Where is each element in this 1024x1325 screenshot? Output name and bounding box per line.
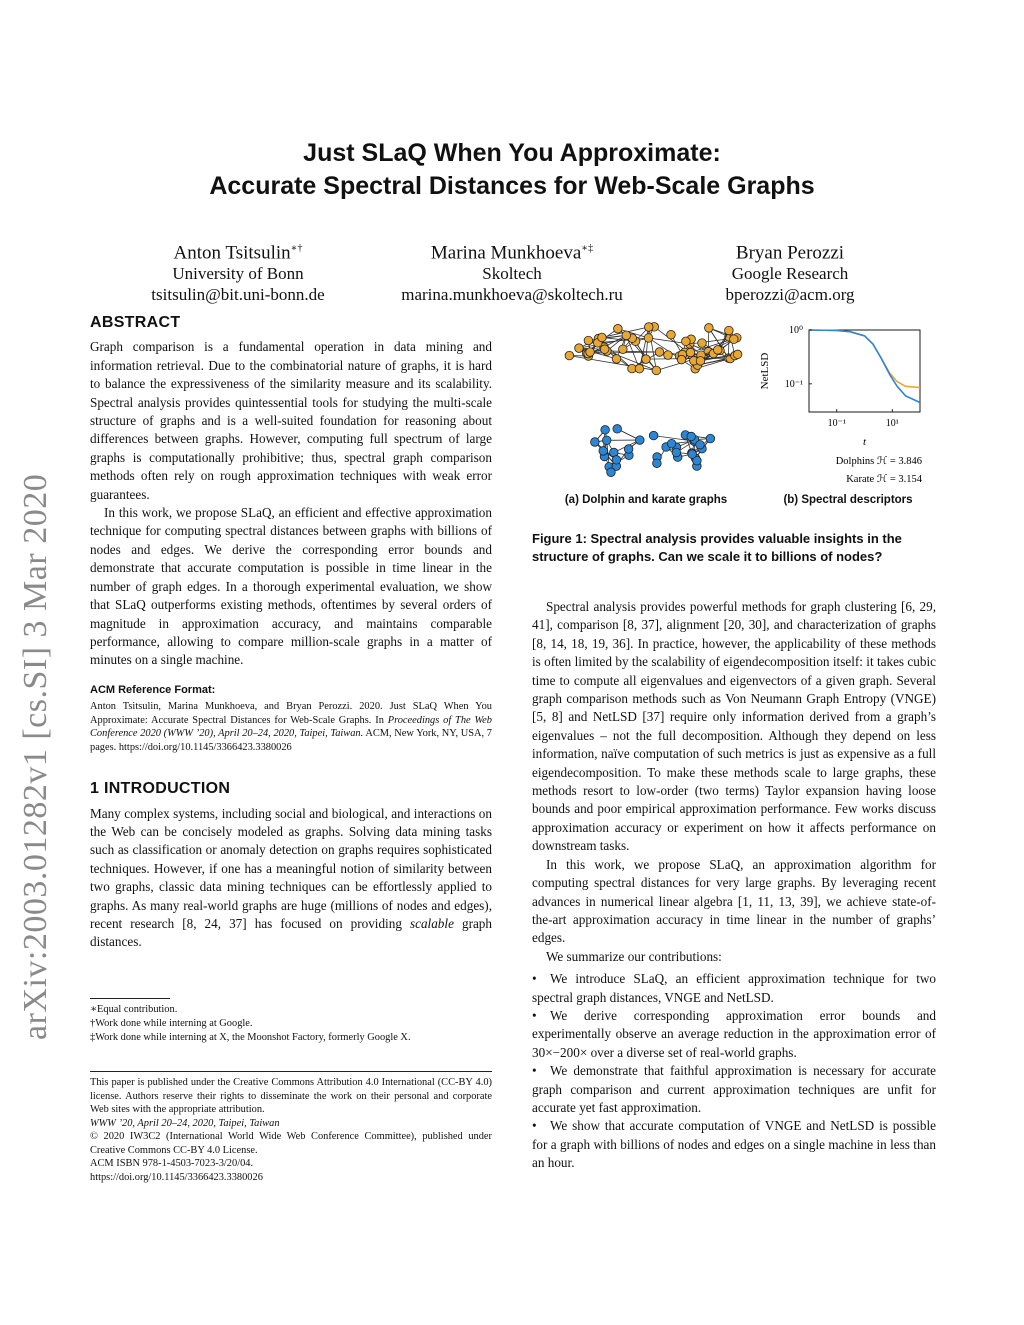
bullet-icon: •: [532, 1007, 537, 1023]
graph-node: [591, 438, 600, 447]
author-block-3: [690, 238, 890, 305]
author-email[interactable]: marina.munkhoeva@skoltech.ru: [401, 285, 623, 305]
isbn-line: ACM ISBN 978-1-4503-7023-3/20/04.: [90, 1158, 254, 1169]
acm-reference-tail: ACM, New York, NY, USA, 7 pages. https://doi.org/10.1145/3366423.3380026: [90, 728, 492, 753]
graph-node: [602, 436, 611, 445]
author-name: Bryan Perozzi: [735, 242, 845, 264]
chart-frame: [809, 330, 920, 412]
graph-node: [584, 336, 593, 345]
graph-node: [667, 439, 676, 448]
graph-node: [652, 366, 661, 375]
series-line-dolphins: [809, 330, 920, 388]
subcaption-a: (a) Dolphin and karate graphs: [564, 494, 728, 506]
contribution-list: [532, 970, 936, 1172]
graph-node: [733, 350, 742, 359]
graph-node: [696, 357, 705, 366]
right-column: [532, 598, 936, 1173]
footnotes: [90, 998, 492, 1045]
graph-node: [677, 355, 686, 364]
karate-graph: [591, 425, 715, 477]
license-text: This paper is published under the Creative Commons Attribution 4.0 International (CC-BY 4.0) license. Authors reserve their rights to disseminate the work on their personal and corporate Web sites with the appropriate attribution.: [90, 1077, 492, 1115]
graph-node: [686, 348, 695, 357]
netlsd-chart: [759, 325, 923, 485]
graph-node: [612, 456, 621, 465]
title-line-2: Accurate Spectral Distances for Web-Scale Graphs: [209, 172, 815, 200]
author-affiliation: Skoltech: [482, 264, 542, 284]
x-tick-label: 10¹: [885, 418, 899, 429]
intro-p1-start: Many complex systems, including social and biological, and interactions on the Web can be concisely modeled as graphs. Solving data mining tasks such as classification or anomaly detection on graphs requires sophisticated techniques. However, if one has a meaningful notion of similarity between two graphs, classic data mining techniques can be effortlessly applied to graphs. As many real-world graphs are huge (millions of nodes and edges), recent research [8, 24, 37] has focused on providing: [90, 805, 492, 932]
y-tick-label: 10⁰: [788, 325, 803, 336]
graph-node: [599, 447, 608, 456]
author-block-2: [392, 238, 632, 305]
contribution-text: We demonstrate that faithful approximation is necessary for accurate graph comparison and current approximation techniques are unfit for accurate yet fast approximation.: [532, 1063, 936, 1115]
abstract-heading: ABSTRACT: [90, 314, 181, 331]
author-name: Marina Munkhoeva: [430, 242, 582, 264]
figure-1: [540, 312, 940, 512]
graph-node: [565, 351, 574, 360]
subcaption-b: (b) Spectral descriptors: [783, 494, 913, 506]
abstract-paragraph-2: In this work, we propose SLaQ, an efficient and effective approximation technique for computing spectral distances between graphs with billions of nodes and edges. We derive the corresponding error bounds and demonstrate that accurate computation is possible in time linear in the number of graph edges. In a thorough experimental evaluation, we show that SLaQ outperforms existing methods, oftentimes by several orders of magnitude in approximation accuracy, and maintains comparable performance, allowing to compare million-scale graphs in a matter of minutes on a single machine.: [90, 505, 492, 668]
graph-node: [653, 459, 662, 468]
graph-node: [730, 335, 739, 344]
contribution-item-1: [532, 970, 936, 1007]
left-column: [90, 314, 492, 952]
graph-node: [600, 345, 609, 354]
graph-node: [586, 348, 595, 357]
dolphin-graph: [565, 323, 742, 375]
bullet-icon: •: [532, 1118, 537, 1134]
graph-node: [612, 355, 621, 364]
author-affiliation: Google Research: [731, 264, 849, 284]
graph-node: [575, 344, 584, 353]
paper-title: [0, 137, 1024, 203]
graph-node: [636, 436, 645, 445]
graph-node: [619, 345, 628, 354]
intro-paragraph-2: Spectral analysis provides powerful methods for graph clustering [6, 29, 41], comparison [8, 37], alignment [20, 30], and characterization of graphs [8, 14, 18, 19, 36]. In practice, however, the applicability of these methods is often limited by the scalability of eigendecomposition itself: it takes cubic time to compute all eigenvalues and eigenvectors of a given graph. Several graph comparison methods such as Von Neumann Graph Entropy (VNGE) [5, 8] and NetLSD [37] require only information derived from a graph’s eigenvalues – not the full decomposition. Although they depend on less information, naïve computation of such metrics is just as expensive as a full eigendecomposition. To make these methods scale to large graphs, these methods resort to low-order (two terms) Taylor expansion having loose bounds and poor empirical approximation performance. Few works discuss approximation accuracy or experiment on how it affects performance on downstream tasks.: [532, 599, 936, 854]
graph-node: [667, 330, 676, 339]
contribution-item-3: [532, 1062, 936, 1117]
intro-paragraph-4: We summarize our contributions:: [546, 948, 722, 964]
license-rule: [90, 1071, 492, 1072]
graph-node: [642, 355, 651, 364]
contribution-text: We introduce SLaQ, an efficient approximation technique for two spectral graph distances, VNGE and NetLSD.: [532, 971, 936, 1005]
acm-reference-authors: Anton Tsitsulin, Marina Munkhoeva, and Bryan Perozzi. 2020. Just SLaQ When You Approximate: Accurate Spectral Distances for Web-Scale Graphs. In: [90, 701, 492, 726]
author-marks: ∗†: [290, 243, 303, 254]
graph-node: [687, 432, 696, 441]
series-line-karate: [809, 330, 920, 403]
graph-node: [607, 468, 616, 477]
conference-line: WWW ’20, April 20–24, 2020, Taipei, Taiwan: [90, 1117, 280, 1129]
intro-p1-emphasis: scalable: [409, 916, 454, 932]
author-name: Anton Tsitsulin: [173, 242, 291, 264]
graph-node: [713, 346, 722, 355]
graph-node: [598, 333, 607, 342]
contribution-text: We show that accurate computation of VNGE and NetLSD is possible for a graph with billions of nodes and edges on a single machine in less than an hour.: [532, 1118, 936, 1171]
title-line-1: Just SLaQ When You Approximate:: [303, 139, 721, 167]
intro-heading: 1 INTRODUCTION: [90, 780, 231, 798]
graph-node: [698, 339, 707, 348]
contribution-item-2: [532, 1007, 936, 1062]
graph-node: [635, 364, 644, 373]
graph-node: [624, 445, 633, 454]
legend-entry-dolphins: Dolphins ℋ = 3.846: [835, 456, 922, 467]
graph-node: [644, 334, 653, 343]
x-axis-label: t: [862, 436, 867, 448]
doi-link[interactable]: https://doi.org/10.1145/3366423.3380026: [90, 1171, 263, 1183]
intro-p1-end: graph distances.: [90, 916, 492, 950]
bullet-icon: •: [532, 1063, 537, 1079]
author-block-1: [128, 238, 348, 305]
intro-paragraph-1: [90, 805, 492, 952]
contribution-item-4: [532, 1117, 936, 1172]
legend-entry-karate: Karate ℋ = 3.154: [846, 474, 922, 485]
graph-node: [613, 425, 622, 434]
footnote-1: ∗Equal contribution.: [90, 1004, 178, 1015]
acm-reference: [90, 684, 492, 755]
author-marks: ∗‡: [581, 243, 594, 254]
copyright-line: © 2020 IW3C2 (International World Wide Web Conference Committee), published under Creative Commons CC-BY 4.0 License.: [90, 1131, 492, 1156]
x-tick-label: 10⁻¹: [827, 418, 846, 429]
intro-paragraph-3: In this work, we propose SLaQ, an approximation algorithm for computing spectral distances for very large graphs. By leveraging recent advances in numerical linear algebra [1, 11, 13, 39], we achieve state-of-the-art approximation accuracy in time linear in the number of graphs’ edges.: [532, 856, 936, 946]
arxiv-identifier: arXiv:2003.01282v1 [cs.SI] 3 Mar 2020: [17, 473, 54, 1040]
y-axis-label: NetLSD: [759, 352, 771, 390]
graph-node: [672, 448, 681, 457]
graph-node: [622, 331, 631, 340]
author-email[interactable]: tsitsulin@bit.uni-bonn.de: [151, 285, 325, 305]
graph-node: [601, 426, 610, 435]
bullet-icon: •: [532, 971, 537, 987]
graph-node: [705, 324, 714, 333]
author-email[interactable]: bperozzi@acm.org: [725, 285, 855, 305]
graph-node: [725, 326, 734, 335]
license-block: [90, 1071, 492, 1184]
graph-node: [649, 431, 658, 440]
footnote-2: †Work done while interning at Google.: [90, 1018, 253, 1029]
graph-node: [682, 337, 691, 346]
acm-reference-proceedings: Proceedings of The Web Conference 2020 (WWW ’20), April 20–24, 2020, Taipei, Taiwan.: [90, 714, 492, 740]
author-affiliation: University of Bonn: [172, 264, 304, 284]
abstract-paragraph-1: Graph comparison is a fundamental operation in data mining and information retrieval. Due to the combinatorial nature of graphs, it is hard to balance the expressiveness of the similarity measure and its scalability. Spectral analysis provides quintessential tools for studying the multi-scale structure of graphs and is a well-suited foundation for reasoning about differences between graphs. However, computing full spectrum of large graphs is computationally prohibitive; thus, spectral graph comparison methods often rely on rough approximation techniques with weak error guarantees.: [90, 339, 492, 502]
footnote-rule: [90, 998, 170, 999]
footnote-3: ‡Work done while interning at X, the Moonshot Factory, formerly Google X.: [90, 1032, 411, 1043]
graph-node: [706, 434, 715, 443]
figure-caption: Figure 1: Spectral analysis provides valuable insights in the structure of graphs. Can we scale it to billions of nodes?: [532, 531, 902, 564]
graph-node: [664, 351, 673, 360]
graph-node: [644, 323, 653, 332]
graph-node: [696, 440, 705, 449]
graph-node: [614, 324, 623, 333]
y-tick-label: 10⁻¹: [784, 378, 803, 390]
graph-node: [655, 348, 664, 357]
graph-node: [688, 450, 697, 459]
acm-reference-heading: ACM Reference Format:: [90, 683, 216, 696]
contribution-text: We derive corresponding approximation error bounds and experimentally observe an average reduction in the approximation error of 30×−200× over a diverse set of real-world graphs.: [532, 1007, 936, 1060]
